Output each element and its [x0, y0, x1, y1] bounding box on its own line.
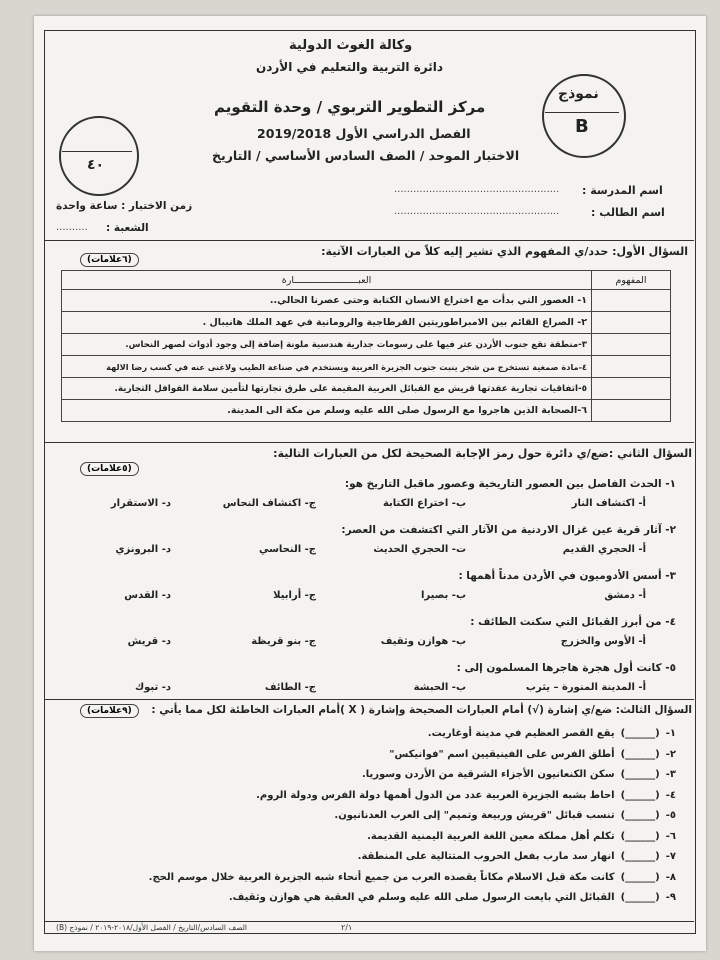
item-number: ٩- [665, 892, 676, 903]
q1-col-concept: المفهوم [592, 271, 671, 290]
statement-text: القبائل التي بايعت الرسول صلى الله عليه وسلم في العقبة هي هوازن وثقيف. [228, 892, 615, 903]
q1-table [61, 270, 671, 422]
q2-option-d[interactable]: د- تبوك [134, 682, 171, 693]
table-row [62, 312, 671, 334]
q2-question-5: ٥- كانت أول هجرة هاجرها المسلمون إلى : [456, 662, 676, 674]
q3-marks: (٩علامات) [80, 704, 139, 718]
list-item [256, 790, 676, 801]
department-title: دائرة التربية والتعليم في الأردن [256, 60, 444, 74]
q2-separator [44, 699, 694, 700]
item-number: ٤- [665, 789, 676, 801]
q2-question-1: ١- الحدث الفاصل بين العصور التاريخية وعصور ماقبل التاريخ هو: [344, 478, 676, 490]
statement-cell: ٢- الصراع القائم بين الامبراطوريتين القرطاجية والرومانية في عهد الملك هانيبال . [62, 312, 592, 334]
q2-option-b[interactable]: ت- الحجري الحديث [373, 544, 466, 555]
footer-separator [44, 921, 694, 922]
q2-option-a[interactable]: أ- الأوس والخزرج [560, 636, 646, 647]
answer-blank[interactable]: (______) [620, 769, 660, 780]
list-item [229, 892, 676, 903]
statement-text: تكلم أهل مملكة معين اللغة العربية اليمنية القديمة. [367, 830, 615, 842]
q2-question-4: ٤- من أبرز القبائل التي سكنت الطائف : [470, 616, 676, 628]
q1-table-header [62, 271, 671, 290]
list-item [428, 728, 676, 739]
score-circle [59, 116, 139, 196]
answer-blank[interactable]: (______) [620, 871, 660, 883]
item-number: ٢- [665, 748, 676, 760]
answer-blank[interactable]: (______) [620, 851, 660, 862]
answer-blank[interactable]: (______) [620, 830, 660, 842]
statement-cell: ٦-الصحابة الذين هاجروا مع الرسول صلى الله عليه وسلم من مكة الى المدينة. [62, 400, 592, 422]
q2-option-a[interactable]: أ- اكتشاف النار [571, 498, 646, 509]
concept-answer-cell[interactable] [592, 378, 671, 400]
table-row [62, 400, 671, 422]
q2-option-d[interactable]: د- قريش [127, 636, 171, 647]
answer-blank[interactable]: (______) [620, 728, 660, 739]
q2-option-b[interactable]: ب- اختراع الكتابة [382, 498, 466, 509]
list-item [389, 749, 676, 760]
model-badge-divider [545, 112, 619, 113]
exam-page [34, 16, 706, 951]
statement-cell: ١- العصور التي بدأت مع اختراع الانسان الكتابة وحتى عصرنا الحالي.. [62, 290, 592, 312]
statement-text: تنسب قبائل "قريش وربيعة وتميم" إلى العرب العدنانيون. [334, 810, 615, 821]
q2-question-3: ٣- أسس الأدوميون في الأردن مدناً أهمها : [458, 570, 676, 582]
statement-text: أطلق الفرس على الفينيقيين اسم "فوانيكس" [389, 748, 615, 760]
section-label: الشعبة : [106, 222, 149, 234]
concept-answer-cell[interactable] [592, 290, 671, 312]
list-item [358, 851, 676, 862]
score-circle-divider [62, 151, 132, 152]
q1-title: السؤال الأول: حدد/ي المفهوم الذي تشير إليه كلاً من العبارات الآتية: [321, 245, 688, 258]
center-title: مركز التطوير التربوي / وحدة التقويم [214, 98, 486, 116]
q2-option-b[interactable]: ب- هوازن وثقيف [380, 636, 466, 647]
statement-text: سكن الكنعانيون الأجزاء الشرقية من الأردن وسوريا. [361, 769, 615, 780]
concept-answer-cell[interactable] [592, 400, 671, 422]
q2-option-c[interactable]: ج- بنو قريظة [251, 636, 316, 647]
statement-cell: ٤-مادة صمغية تستخرج من شجر ينبت جنوب الجزيرة العربية ويستخدم في صناعة الطيب ولاغنى عنه في كسب رضا الالهة [62, 356, 592, 378]
statement-cell: ٣-منطقة تقع جنوب الأردن عثر فيها على رسومات جدارية هندسية ملونة إضافة إلى وجود أدوات لصهر النحاس. [62, 334, 592, 356]
school-name-label: اسم المدرسة : [582, 184, 663, 197]
student-name-dots[interactable]: .................................................... [394, 206, 560, 217]
q2-option-d[interactable]: د- البرونزي [115, 544, 171, 555]
item-number: ٦- [665, 830, 676, 842]
answer-blank[interactable]: (______) [620, 810, 660, 821]
item-number: ٣- [665, 769, 676, 780]
q2-marks: (٥علامات) [80, 462, 139, 476]
concept-answer-cell[interactable] [592, 334, 671, 356]
model-label: نموذج [558, 86, 599, 102]
model-letter: B [575, 116, 589, 137]
concept-answer-cell[interactable] [592, 356, 671, 378]
section-dots[interactable]: .......... [56, 222, 88, 233]
concept-answer-cell[interactable] [592, 312, 671, 334]
q2-option-c[interactable]: ج- النحاسي [258, 544, 316, 555]
item-number: ٧- [665, 851, 676, 862]
exam-duration: زمن الاختبار : ساعة واحدة [56, 200, 193, 212]
q2-title: السؤال الثاني :ضع/ي دائرة حول رمز الإجابة الصحيحة لكل من العبارات التالية: [273, 447, 692, 460]
answer-blank[interactable]: (______) [620, 892, 660, 903]
q2-option-a[interactable]: أ- دمشق [604, 590, 646, 601]
list-item [362, 769, 676, 780]
statement-text: يقع القصر العظيم في مدينة أوغاريت. [427, 728, 615, 739]
statement-text: احاط بشبه الجزيرة العربية عدد من الدول أهمها دولة الفرس ودولة الروم. [256, 789, 615, 801]
list-item [149, 872, 676, 883]
table-row [62, 378, 671, 400]
answer-blank[interactable]: (______) [620, 789, 660, 801]
footer-left: الصف السادس/التاريخ / الفصل الأول/٢٠١٨-٢٠١٩ / نموذج (B) [56, 923, 247, 932]
list-item [334, 810, 676, 821]
table-row [62, 290, 671, 312]
student-name-label: اسم الطالب : [591, 206, 665, 219]
q2-option-c[interactable]: ج- أرابيلا [273, 590, 316, 601]
school-name-dots[interactable]: .................................................... [394, 184, 560, 195]
page-number: ٢/١ [341, 923, 353, 932]
item-number: ١- [665, 728, 676, 739]
agency-title: وكالة الغوث الدولية [289, 38, 413, 53]
q2-option-b[interactable]: ب- الحبشة [413, 682, 466, 693]
item-number: ٨- [665, 871, 676, 883]
statement-cell: ٥-اتفاقيات تجارية عقدتها قريش مع القبائل العربية المقيمة على طرق تجارتها لتأمين سلامة القوافل التجارية. [62, 378, 592, 400]
list-item [367, 831, 676, 842]
answer-blank[interactable]: (______) [620, 748, 660, 760]
table-row [62, 356, 671, 378]
q3-title: السؤال الثالث: ضع/ي إشارة (√) أمام العبارات الصحيحة وإشارة ( X )أمام العبارات الخاطئة لكل مما يأتي : [151, 704, 692, 716]
statement-text: انهار سد مارب بفعل الحروب المتتالية على المنطقة. [357, 851, 615, 862]
q2-option-d[interactable]: د- الاستقرار [110, 498, 171, 509]
q2-question-2: ٢- آثار قرية عين غزال الاردنية من الآثار التي اكتشفت من العصر: [341, 524, 676, 536]
q2-option-d[interactable]: د- القدس [124, 590, 171, 601]
statement-text: كانت مكة قبل الاسلام مكاناً يقصده العرب من جميع أنحاء شبه الجزيرة العربية خلال موسم الحج. [148, 871, 615, 883]
q2-option-c[interactable]: ج- الطائف [264, 682, 316, 693]
score-total: ٤٠ [87, 157, 105, 173]
exam-title: الاختبار الموحد / الصف السادس الأساسي / التاريخ [212, 148, 520, 163]
semester-title: الفصل الدراسي الأول 2019/2018 [257, 126, 471, 141]
header-separator [44, 240, 694, 241]
q2-option-c[interactable]: ج- اكتشاف النحاس [222, 498, 316, 509]
q2-option-a[interactable]: أ- الحجري القديم [562, 544, 646, 555]
q2-option-a[interactable]: أ- المدينة المنورة – يثرب [525, 682, 646, 693]
q1-col-statement: العبـــــــــــــــــــــــارة [62, 271, 592, 290]
q1-marks: (٦علامات) [80, 253, 139, 267]
table-row [62, 334, 671, 356]
item-number: ٥- [665, 810, 676, 821]
q2-option-b[interactable]: ب- بصيرا [420, 590, 466, 601]
q1-separator [44, 442, 694, 443]
